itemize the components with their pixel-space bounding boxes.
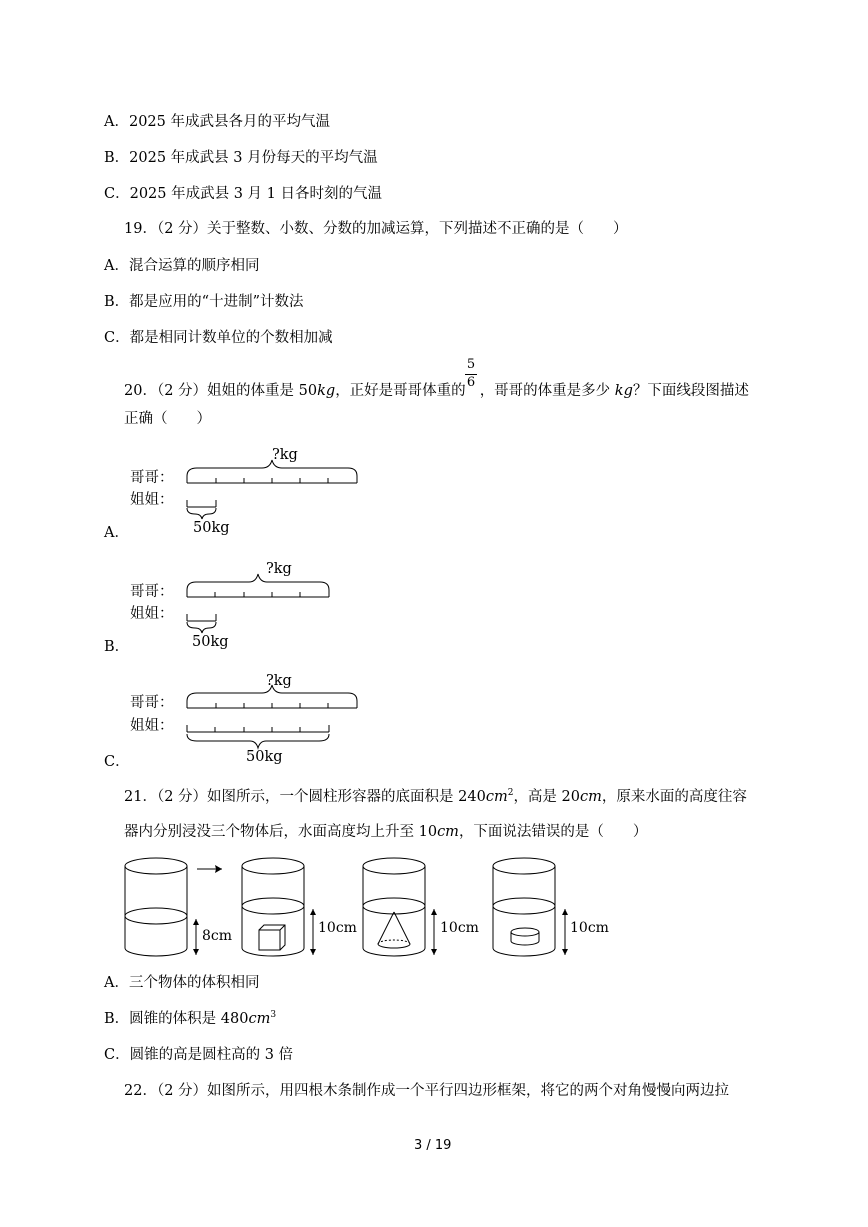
height-marker-10cm-1 <box>310 909 316 955</box>
label-10cm-1: 10cm <box>318 920 357 936</box>
q20a-question-weight: ?kg <box>272 447 298 463</box>
q20-stem-part4: ？下面线段图描述 <box>632 383 749 399</box>
q20-stem-line2: 正确（ ） <box>124 411 211 427</box>
cylinder-with-cube <box>242 858 304 956</box>
q18-option-c: C．2025 年成武县 3 月 1 日各时刻的气温 <box>104 186 382 202</box>
q20b-sister-weight: 50kg <box>192 634 229 650</box>
unit-cm: cm <box>485 789 508 805</box>
q21-option-a: A．三个物体的体积相同 <box>104 975 260 991</box>
unit-cm-2: cm <box>580 789 602 805</box>
q20c-question-weight: ?kg <box>266 673 292 689</box>
cylinder-original <box>125 858 187 956</box>
q22-stem: 22．（2 分）如图所示，用四根木条制作成一个平行四边形框架，将它的两个对角慢慢向两边拉 <box>124 1083 730 1099</box>
label-10cm-2: 10cm <box>440 920 479 936</box>
q21-option-b-text: B．圆锥的体积是 480 <box>104 1011 249 1027</box>
q21-stem2: 器内分别浸没三个物体后，水面高度均上升至 10 <box>124 824 438 840</box>
height-marker-10cm-3 <box>562 909 568 955</box>
arrow-icon <box>197 865 222 873</box>
q19-option-b: B．都是应用的“十进制”计数法 <box>104 294 304 310</box>
q19-option-a: A．混合运算的顺序相同 <box>104 258 260 274</box>
q20b-question-weight: ?kg <box>266 561 292 577</box>
q20-stem-part2: ，正好是哥哥体重的 <box>335 383 466 399</box>
height-marker-10cm-2 <box>431 909 437 955</box>
superscript-2: 2 <box>507 788 514 798</box>
q19-stem: 19．（2 分）关于整数、小数、分数的加减运算，下列描述不正确的是（ ） <box>124 221 628 237</box>
superscript-3: 3 <box>270 1010 277 1020</box>
q20-unit-kg-2: kg <box>614 383 633 399</box>
cylinder-with-small-cylinder <box>493 858 555 956</box>
q18-option-b: B．2025 年成武县 3 月份每天的平均气温 <box>104 150 378 166</box>
q21-option-b <box>104 1009 276 1029</box>
q20c-brother-label: 哥哥： <box>130 695 174 711</box>
page-number: 3 / 19 <box>414 1138 452 1153</box>
q20-option-c[interactable]: C． <box>104 754 130 770</box>
label-8cm: 8cm <box>202 928 233 944</box>
q20a-brother-label: 哥哥： <box>130 470 174 486</box>
q20-option-b[interactable]: B． <box>104 639 130 655</box>
q20a-sister-weight: 50kg <box>193 520 230 536</box>
q20c-sister-weight: 50kg <box>246 749 283 765</box>
q20a-sister-label: 姐姐： <box>130 492 174 508</box>
q20b-sister-label: 姐姐： <box>130 606 174 622</box>
label-10cm-3: 10cm <box>570 920 609 936</box>
fraction-numerator: 5 <box>466 357 476 372</box>
q20-option-a[interactable]: A． <box>104 525 129 541</box>
q21-stem2b: ，下面说法错误的是（ ） <box>458 824 648 840</box>
q20b-brother-label: 哥哥： <box>130 584 174 600</box>
q20c-sister-label: 姐姐： <box>130 718 174 734</box>
unit-cm-4: cm <box>248 1011 271 1027</box>
q18-option-a: A．2025 年成武县各月的平均气温 <box>104 114 330 130</box>
q20-stem-part3: ，哥哥的体重是多少 <box>479 383 615 399</box>
q20-stem-part1: 20．（2 分）姐姐的体重是 50 <box>124 383 318 399</box>
fraction-denominator: 6 <box>466 375 476 390</box>
q19-option-c: C．都是相同计数单位的个数相加减 <box>104 330 333 346</box>
unit-cm-3: cm <box>437 824 459 840</box>
height-marker-8cm <box>193 919 199 955</box>
cylinder-with-cone <box>363 858 425 956</box>
q21-stem1a: 21．（2 分）如图所示，一个圆柱形容器的底面积是 240 <box>124 789 486 805</box>
q21-option-c: C．圆锥的高是圆柱高的 3 倍 <box>104 1047 294 1063</box>
q21-stem1b: ，高是 20 <box>513 789 580 805</box>
q21-stem1c: ，原来水面的高度往容 <box>601 789 747 805</box>
q20-unit-kg: kg <box>317 383 336 399</box>
